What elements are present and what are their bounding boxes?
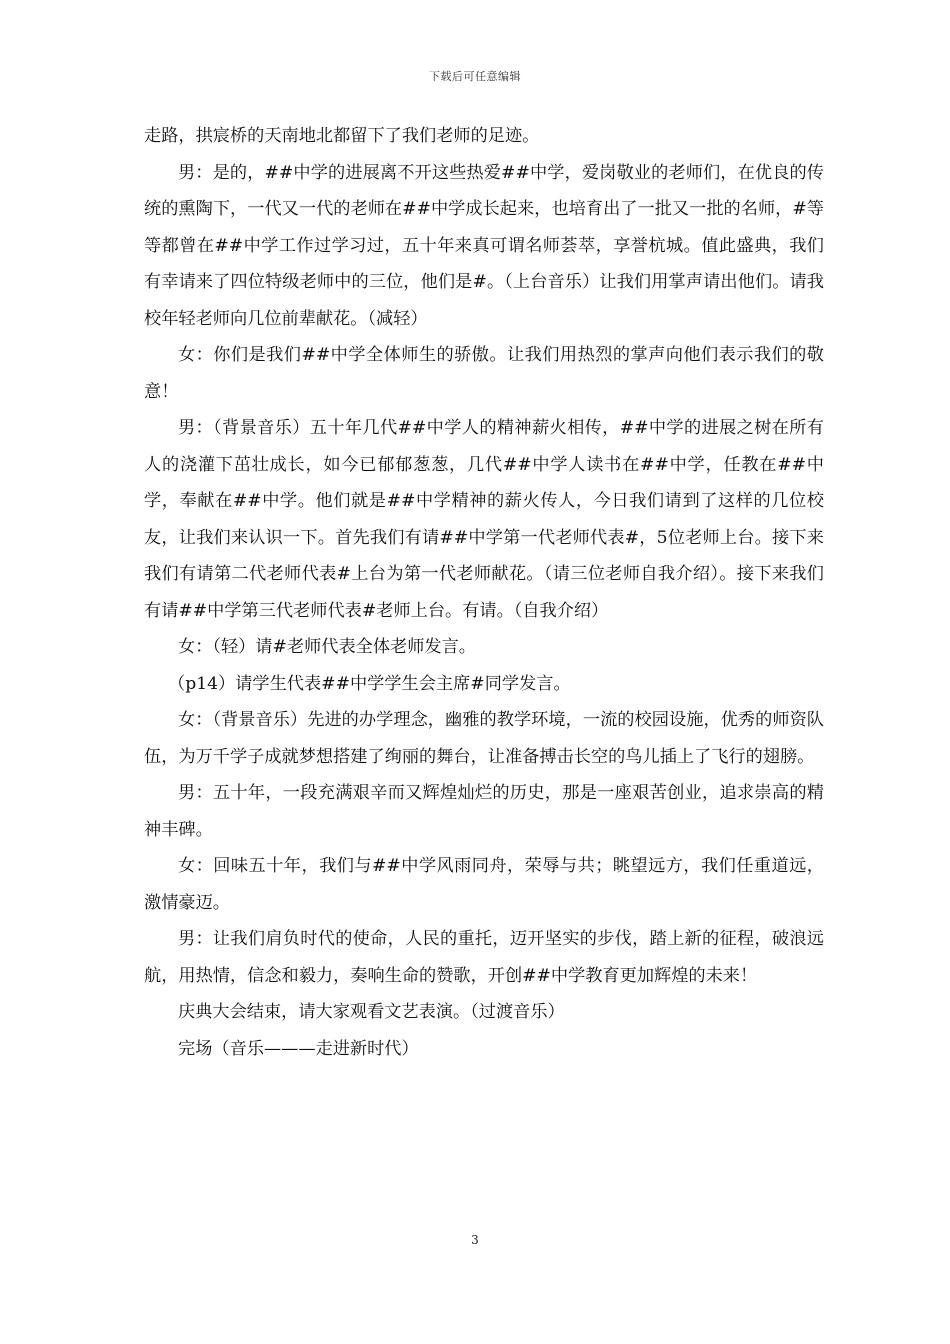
page-header-note: 下载后可任意编辑	[429, 70, 521, 83]
paragraph-male-future: 男：让我们肩负时代的使命，人民的重托，迈开坚实的步伐，踏上新的征程，破浪远航，用热情，信念和毅力，奏响生命的赞歌，开创##中学教育更加辉煌的未来！	[144, 929, 824, 986]
paragraph-male-famous-teachers: 男：是的，##中学的进展离不开这些热爱##中学，爱岗敬业的老师们，在优良的传统的熏陶下，一代又一代的老师在##中学成长起来，也培育出了一批又一批的名师，#等等都曾在##中学工作过学习过，五十年来真可谓名师荟萃，享誉杭城。值此盛典，我们有幸请来了四位特级老师中的三位，他们是#。（上台音乐）让我们用掌声请出他们。请我校年轻老师向几位前辈献花。（减轻）	[144, 162, 824, 329]
page-number: 3	[471, 1233, 479, 1247]
paragraph-male-fifty-years: 男：五十年，一段充满艰辛而又辉煌灿烂的历史，那是一座艰苦创业，追求崇高的精神丰碑。	[144, 783, 824, 840]
paragraph-ceremony-end: 庆典大会结束，请大家观看文艺表演。（过渡音乐）	[178, 1002, 565, 1022]
paragraph-continuation: 走路，拱宸桥的天南地北都留下了我们老师的足迹。	[144, 126, 540, 146]
paragraph-female-recall: 女：回味五十年，我们与##中学风雨同舟，荣辱与共；眺望远方，我们任重道远，激情豪迈。	[144, 856, 824, 913]
paragraph-female-teacher-speech: 女：（轻）请#老师代表全体老师发言。	[178, 637, 476, 657]
paragraph-female-pride: 女：你们是我们##中学全体师生的骄傲。让我们用热烈的掌声向他们表示我们的敬意！	[144, 345, 824, 402]
document-body	[144, 118, 824, 1067]
paragraph-female-school-intro: 女：（背景音乐）先进的办学理念，幽雅的教学环境，一流的校园设施，优秀的师资队伍，为万千学子成就梦想搭建了绚丽的舞台，让准备搏击长空的鸟儿插上了飞行的翅膀。	[144, 710, 824, 767]
paragraph-student-speech: （p14）请学生代表##中学学生会主席#同学发言。	[168, 673, 571, 694]
paragraph-closing: 完场（音乐———走进新时代）	[178, 1038, 419, 1059]
paragraph-male-generations: 男：（背景音乐）五十年几代##中学人的精神薪火相传，##中学的进展之树在所有人的浇灌下茁壮成长，如今已郁郁葱葱，几代##中学人读书在##中学，任教在##中学，奉献在##中学。他们就是##中学精神的薪火传人，今日我们请到了这样的几位校友，让我们来认识一下。首先我们有请##中学第一代老师代表#，5位老师上台。接下来我们有请第二代老师代表#上台为第一代老师献花。（请三位老师自我介绍）。接下来我们有请##中学第三代老师代表#老师上台。有请。（自我介绍）	[144, 418, 824, 621]
